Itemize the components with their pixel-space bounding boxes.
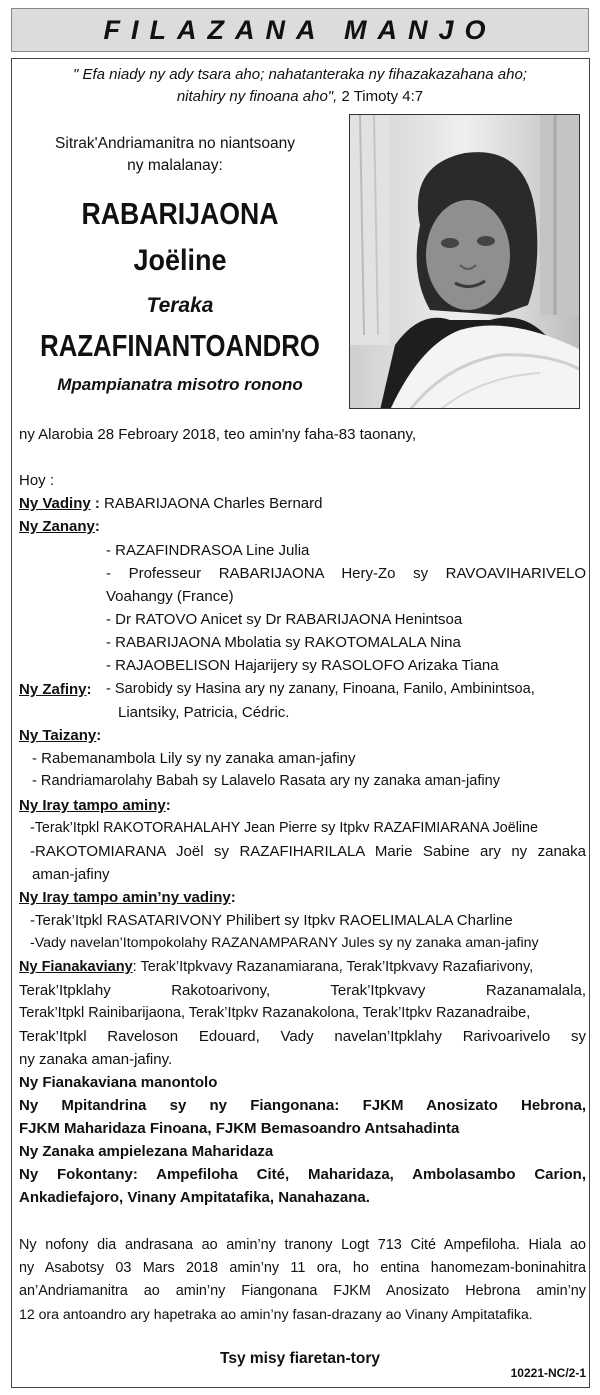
vadiny-row bbox=[19, 492, 586, 515]
quote-line-1: " Efa niady ny ady tsara aho; nahatanteraka ny fihazakazahana aho; bbox=[73, 66, 527, 83]
iray-tampo-heading bbox=[19, 794, 586, 817]
bold-line: FJKM Maharidaza Finoana, FJKM Bemasoandro Antsahadinta bbox=[19, 1120, 460, 1137]
zanany-sep: : bbox=[94, 518, 100, 535]
list-item: -RAKOTOMIARANA Joël sy RAZAFIHARILALA Marie Sabine ary ny zanaka bbox=[30, 843, 586, 860]
zafiny-sep: : bbox=[86, 681, 92, 698]
bible-quote bbox=[30, 64, 570, 108]
portrait-image bbox=[350, 115, 580, 409]
list-item: Voahangy (France) bbox=[106, 588, 234, 605]
list-item: - Rabemanambola Lily sy ny zanaka aman-jafiny bbox=[32, 750, 356, 767]
iray-tampo-label: Ny Iray tampo aminy bbox=[19, 797, 166, 814]
bold-line: Ny Zanaka ampielezana Maharidaza bbox=[19, 1143, 274, 1160]
intro-line-1: Sitrak'Andriamanitra no niantsoany bbox=[55, 135, 295, 152]
spouse-name: RAZAFINANTOANDRO bbox=[40, 328, 320, 363]
spouse-label: Teraka bbox=[146, 294, 214, 317]
quote-text: nitahiry ny finoana aho", bbox=[176, 88, 338, 105]
fianakaviany-line-1: Terak’Itpkvavy Razanamiarana, Terak’Itpkvavy Razafiarivony, bbox=[136, 959, 534, 975]
fianakaviany-line-2: Terak’Itpklahy Rakotoarivony, Terak’Itpkvavy Razanamalala, bbox=[19, 982, 586, 999]
list-item: - RAJAOBELISON Hajarijery sy RASOLOFO Arizaka Tiana bbox=[106, 657, 499, 674]
list-item: - Randriamarolahy Babah sy Lalavelo Rasata ary ny zanaka aman-jafiny bbox=[32, 773, 501, 789]
list-item: - RABARIJAONA Mbolatia sy RAKOTOMALALA Nina bbox=[106, 634, 461, 651]
zanany-label: Ny Zanany bbox=[19, 518, 95, 535]
occupation: Mpampianatra misotro ronono bbox=[57, 375, 303, 394]
bold-line: Ny Fokontany: Ampefiloha Cité, Maharidaza, Ambolasambo Carion, bbox=[19, 1166, 586, 1183]
taizany-heading bbox=[19, 724, 586, 747]
bold-line: Ny Mpitandrina sy ny Fiangonana: FJKM Anosizato Hebrona, bbox=[19, 1097, 586, 1114]
zafiny-line-1: - Sarobidy sy Hasina ary ny zanany, Finoana, Fanilo, Ambinintsoa, bbox=[106, 681, 535, 697]
portrait-photo bbox=[349, 114, 580, 409]
list-item: -Terak’Itpkl RAKOTORAHALAHY Jean Pierre sy Itpkv RAZAFIMIARANA Joëline bbox=[30, 820, 538, 836]
list-item: - RAZAFINDRASOA Line Julia bbox=[106, 542, 310, 559]
header-title: FILAZANA MANJO bbox=[103, 14, 497, 45]
vadiny-sep: : bbox=[90, 495, 105, 512]
iray-tampo-vadiny-label: Ny Iray tampo amin’ny vadiny bbox=[19, 889, 231, 906]
zafiny-line-2: Liantsiky, Patricia, Cédric. bbox=[118, 704, 290, 721]
deceased-given-name: Joëline bbox=[133, 244, 227, 277]
fianakaviany-line-4: Terak’Itpkl Raveloson Edouard, Vady navelan’Itpklahy Rarivoarivelo sy bbox=[19, 1028, 586, 1045]
iray-tampo-sep: : bbox=[165, 797, 171, 814]
bold-line: Ny Fianakaviana manontolo bbox=[19, 1074, 218, 1091]
list-item: - Dr RATOVO Anicet sy Dr RABARIJAONA Henintsoa bbox=[106, 611, 463, 628]
funeral-line-2: ny Asabotsy 03 Mars 2018 amin’ny 11 ora, ho entina hanomezam-boninahitra bbox=[19, 1260, 586, 1276]
fianakaviany-line-3: Terak’Itpkl Rainibarijaona, Terak’Itpkv Razanakolona, Terak’Itpkv Razanadraibe, bbox=[19, 1005, 531, 1021]
deceased-surname: RABARIJAONA bbox=[81, 196, 279, 231]
iray-tampo-vadiny-heading bbox=[19, 886, 586, 909]
zafiny-label: Ny Zafiny bbox=[19, 681, 87, 698]
list-item: - Professeur RABARIJAONA Hery-Zo sy RAVOAVIHARIVELO bbox=[106, 565, 586, 582]
taizany-sep: : bbox=[96, 727, 102, 744]
funeral-line-4: 12 ora antoandro ary hapetraka ao amin’ny fasan-drazany ao Vinany Ampitatafika. bbox=[19, 1306, 533, 1322]
vadiny-text: RABARIJAONA Charles Bernard bbox=[104, 495, 323, 512]
quote-reference: 2 Timoty 4:7 bbox=[337, 88, 424, 105]
fianakaviany-row bbox=[19, 956, 586, 979]
header-banner bbox=[11, 8, 589, 52]
fianakaviany-sep: : bbox=[132, 959, 137, 975]
fianakaviany-line-5: ny zanaka aman-jafiny. bbox=[19, 1051, 173, 1068]
quote-line-2 bbox=[30, 86, 570, 108]
zanany-heading bbox=[19, 515, 586, 538]
intro-text bbox=[30, 133, 320, 177]
vadiny-label: Ny Vadiny bbox=[19, 495, 91, 512]
funeral-line-3: an’Andriamanitra ao amin’ny Fiangonana FJKM Anosizato Hebrona amin’ny bbox=[19, 1283, 586, 1299]
list-item: -Vady navelan’Itompokolahy RAZANAMPARANY Jules sy ny zanaka aman-jafiny bbox=[30, 935, 539, 951]
intro-line-2: ny malalanay: bbox=[127, 157, 223, 174]
list-item: aman-jafiny bbox=[32, 866, 110, 883]
death-date-line: ny Alarobia 28 Febroary 2018, teo amin'ny faha-83 taonany, bbox=[19, 426, 417, 443]
closing-text: Tsy misy fiaretan-tory bbox=[220, 1350, 380, 1367]
funeral-line-1: Ny nofony dia andrasana ao amin’ny tranony Logt 713 Cité Ampefiloha. Hiala ao bbox=[19, 1237, 586, 1253]
fianakaviany-label: Ny Fianakaviany bbox=[19, 959, 133, 975]
iray-tampo-vadiny-sep: : bbox=[230, 889, 236, 906]
hoy-label: Hoy : bbox=[19, 472, 55, 489]
taizany-label: Ny Taizany bbox=[19, 727, 97, 744]
bold-line: Ankadiefajoro, Vinany Ampitatafika, Nanahazana. bbox=[19, 1189, 370, 1206]
list-item: -Terak’Itpkl RASATARIVONY Philibert sy Itpkv RAOELIMALALA Charline bbox=[30, 912, 513, 929]
reference-number: 10221-NC/2-1 bbox=[510, 1366, 586, 1380]
